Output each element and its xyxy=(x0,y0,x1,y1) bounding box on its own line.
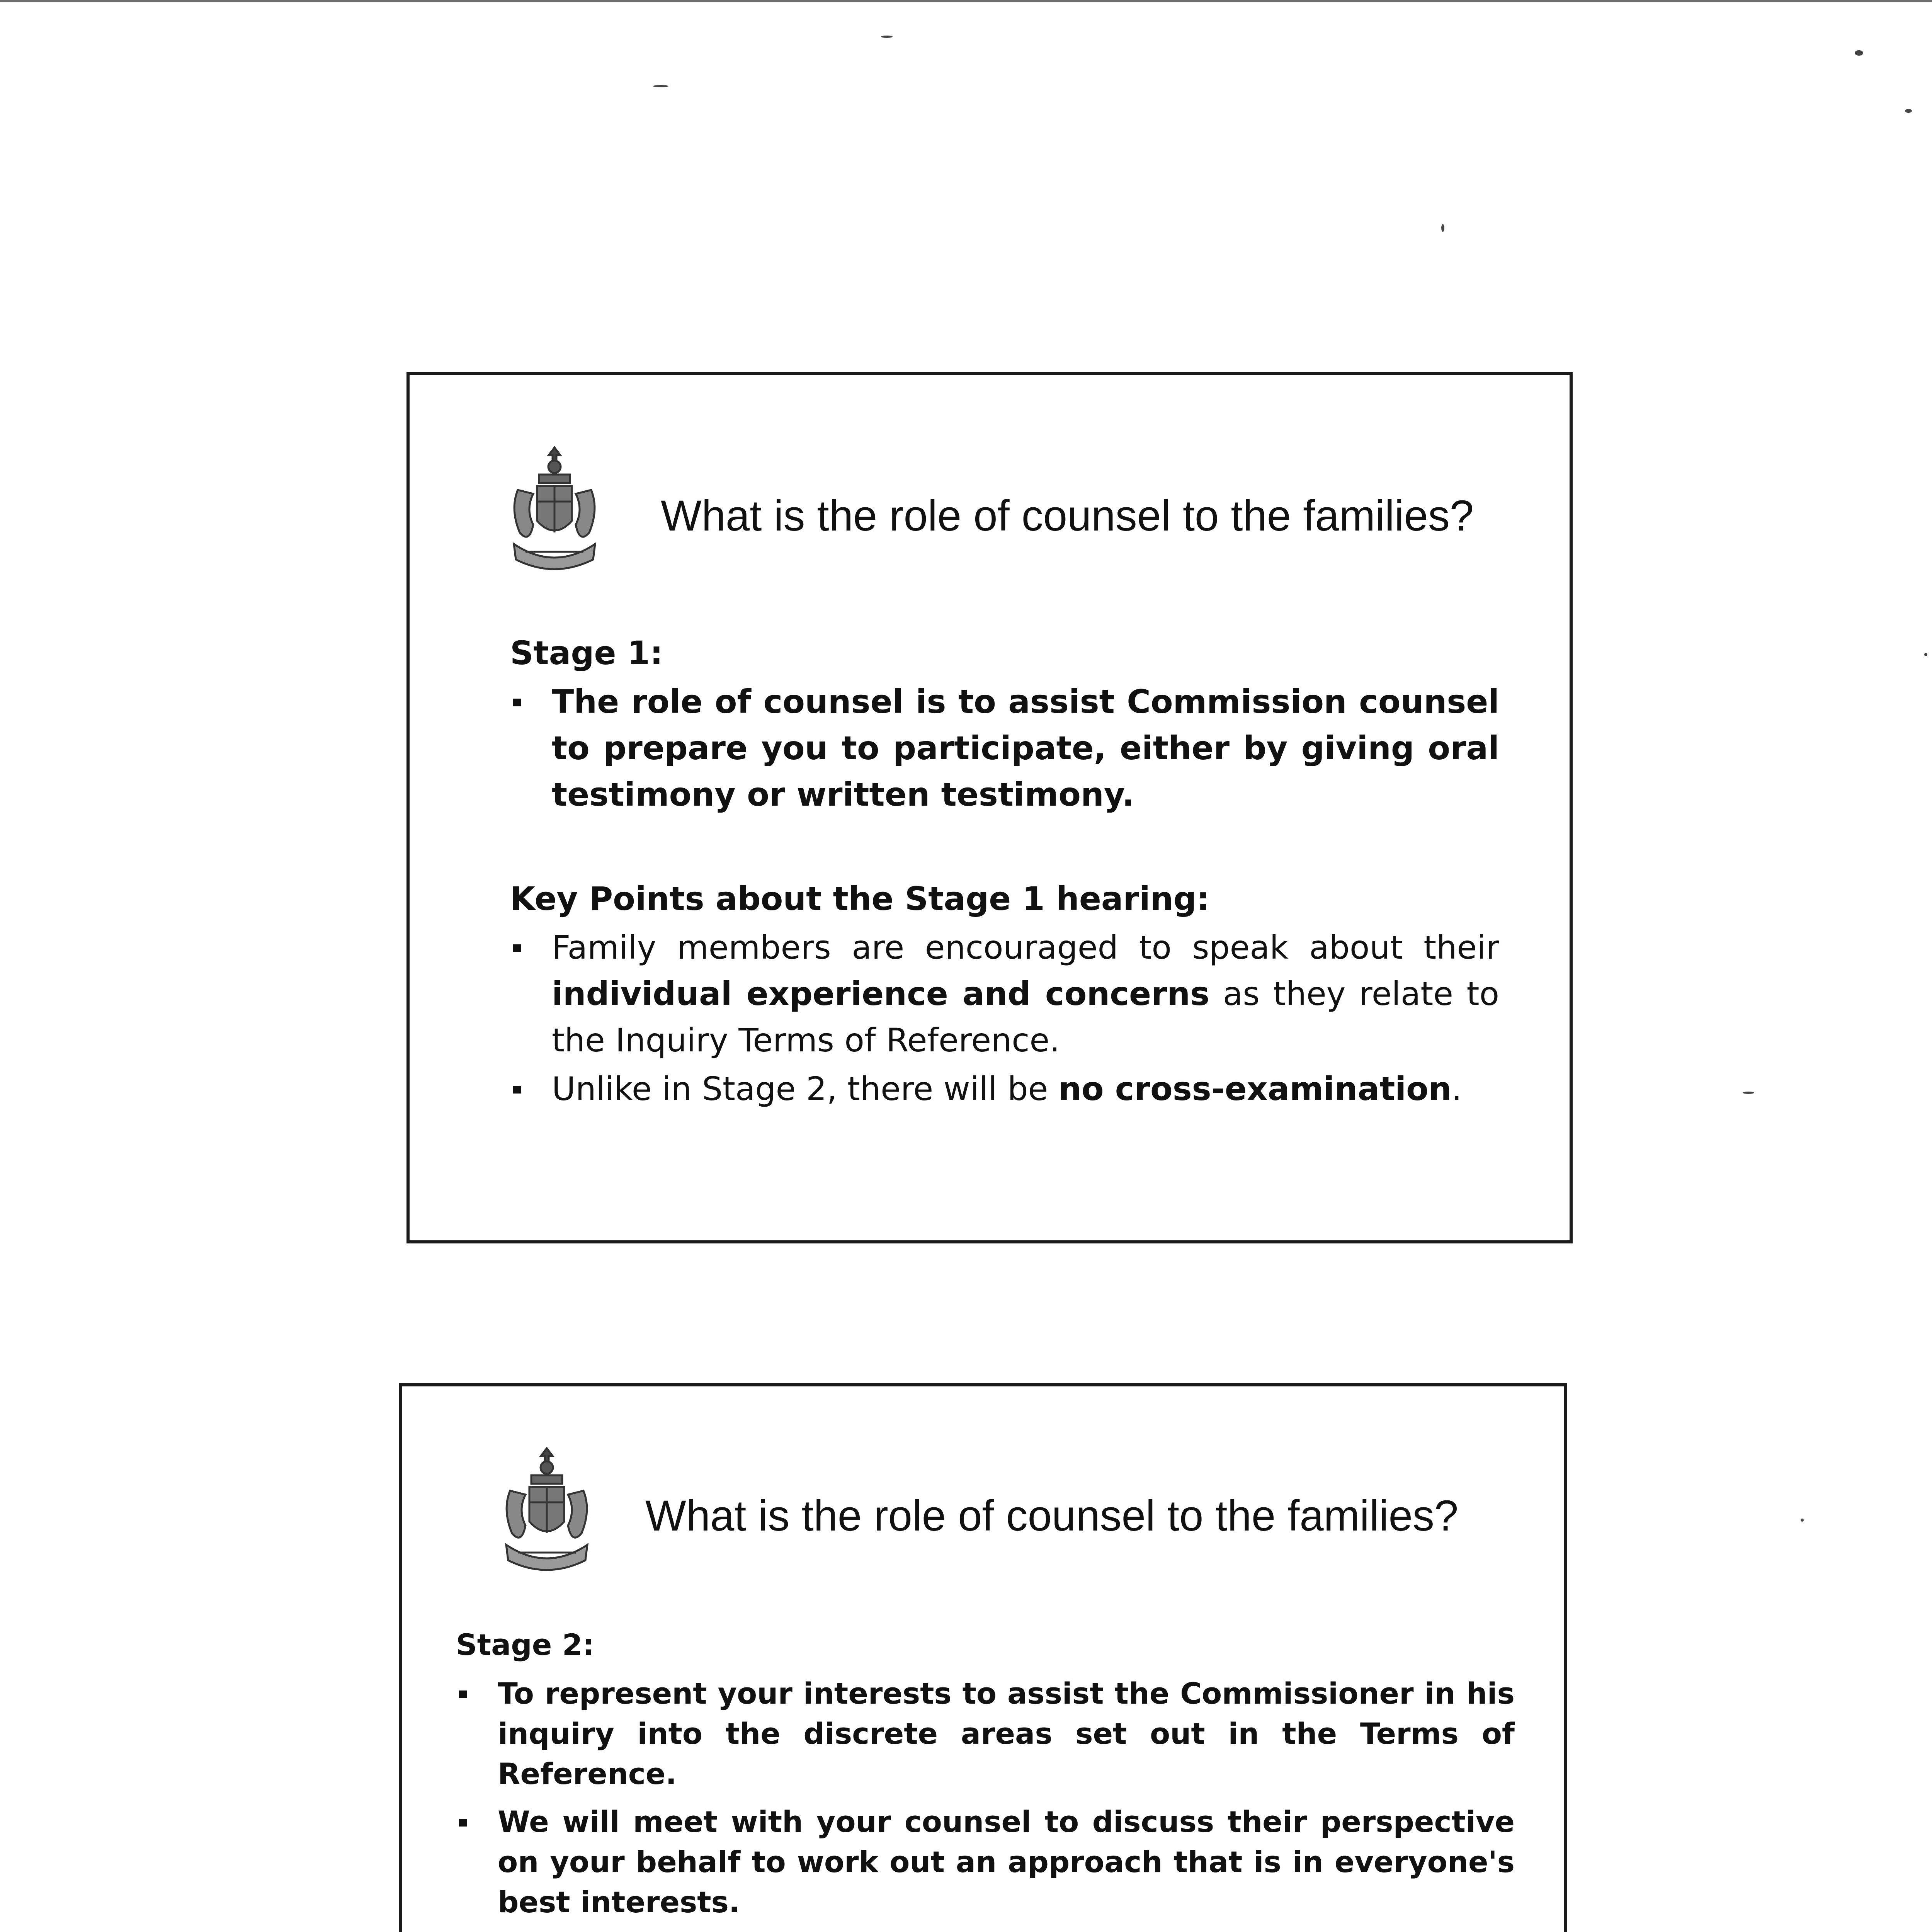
coat-of-arms-icon xyxy=(502,444,607,583)
scan-speck xyxy=(1855,50,1863,56)
stage-heading: Stage 2: xyxy=(456,1628,595,1662)
key-points-heading: Key Points about the Stage 1 hearing: xyxy=(510,880,1210,918)
scan-speck xyxy=(1924,653,1927,656)
stage-heading: Stage 1: xyxy=(510,634,663,672)
stage-points-list xyxy=(510,679,1499,818)
list-item: Unlike in Stage 2, there will be no cross-examination. xyxy=(510,1066,1499,1112)
coat-of-arms-icon xyxy=(495,1444,599,1583)
scan-top-edge-line xyxy=(0,0,1932,2)
scan-speck xyxy=(1441,224,1444,232)
scan-speck xyxy=(1801,1519,1804,1522)
slide-body xyxy=(510,630,1499,1112)
stage-points-list xyxy=(456,1673,1515,1922)
scan-speck xyxy=(1743,1092,1754,1094)
slide-body xyxy=(456,1624,1515,1932)
list-item: Family members are encouraged to speak about their individual experience and concerns as they relate to the Inquiry Terms of Reference. xyxy=(510,924,1499,1063)
slide-stage-2 xyxy=(399,1383,1567,1932)
scan-speck xyxy=(881,36,893,38)
list-item: We will meet with your counsel to discuss their perspective on your behalf to work out an approach that is in everyone's best interests. xyxy=(456,1802,1515,1922)
key-points-list xyxy=(510,924,1499,1112)
list-item: To represent your interests to assist the Commissioner in his inquiry into the discrete areas set out in the Terms of Reference. xyxy=(456,1673,1515,1794)
scan-speck xyxy=(653,85,668,87)
slide-title: What is the role of counsel to the families? xyxy=(645,1492,1459,1540)
scan-speck xyxy=(1905,109,1912,113)
emphasis-text: no cross-examination xyxy=(1058,1070,1452,1108)
emphasis-text: individual experience and concerns xyxy=(552,975,1210,1013)
list-item: The role of counsel is to assist Commission counsel to prepare you to participate, either by giving oral testimony or written testimony. xyxy=(510,679,1499,818)
slide-stage-1 xyxy=(406,372,1573,1243)
slide-title: What is the role of counsel to the families? xyxy=(661,492,1474,540)
